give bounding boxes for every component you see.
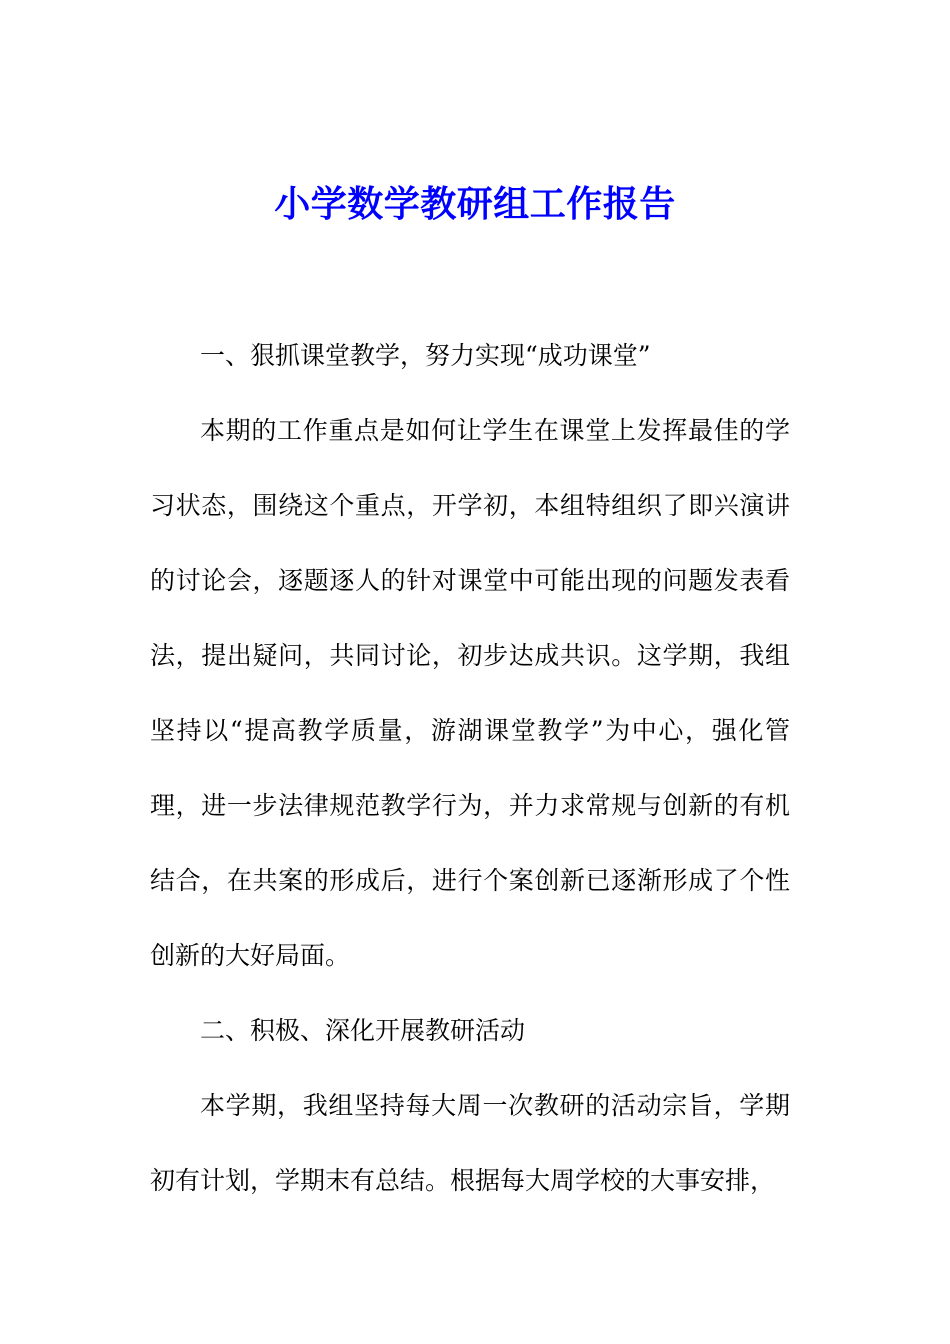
document-body <box>150 318 790 1218</box>
document-title: 小学数学教研组工作报告 <box>274 183 676 225</box>
section-heading-2: 二、积极、深化开展教研活动 <box>200 1016 526 1045</box>
body-paragraph-1: 本期的工作重点是如何让学生在课堂上发挥最佳的学习状态，围绕这个重点，开学初，本组特组织了即兴演讲的讨论会，逐题逐人的针对课堂中可能出现的问题发表看法，提出疑问，共同讨论，初步达成共识。这学期，我组坚持以“提高教学质量，游湖课堂教学”为中心，强化管理，进一步法律规范教学行为，并力求常规与创新的有机结合，在共案的形成后，进行个案创新已逐渐形成了个性创新的大好局面。 <box>150 416 790 970</box>
section-heading-1: 一、狠抓课堂教学，努力实现“成功课堂” <box>200 341 651 370</box>
body-paragraph-2: 本学期，我组坚持每大周一次教研的活动宗旨，学期初有计划，学期末有总结。根据每大周学校的大事安排， <box>150 1091 790 1195</box>
